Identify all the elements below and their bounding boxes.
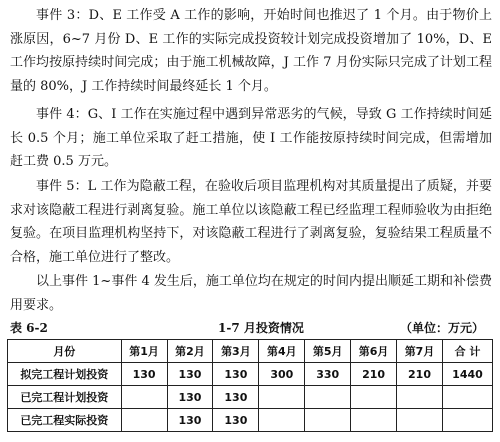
table-cell: 130	[121, 363, 167, 386]
paragraph-event-5: 事件 5：L 工作为隐蔽工程，在验收后项目监理机构对其质量提出了质疑，并要求对该隐蔽工程进行剥离复验。施工单位以该隐蔽工程已经监理工程师验收为由拒绝复验。在项目监理机构坚持下，对该隐蔽工程进行了剥离复验，复验结果工程质量不合格，施工单位进行了整改。	[10, 179, 492, 265]
table-caption	[6, 319, 494, 337]
table-cell: 130	[213, 363, 259, 386]
header-cell: 第1月	[121, 340, 167, 363]
header-cell: 第3月	[213, 340, 259, 363]
table-row	[8, 386, 493, 409]
table-cell: 1440	[442, 363, 492, 386]
header-cell: 第4月	[259, 340, 305, 363]
table-cell	[351, 386, 397, 409]
table-number: 表 6-2	[10, 321, 48, 335]
table-cell: 210	[351, 363, 397, 386]
table-cell	[351, 409, 397, 432]
table-cell: 拟完工程计划投资	[8, 363, 122, 386]
table-row	[8, 409, 493, 432]
table-row	[8, 363, 493, 386]
paragraph-event-3: 事件 3：D、E 工作受 A 工作的影响，开始时间也推迟了 1 个月。由于物价上涨原因，6~7 月份 D、E 工作的实际完成投资较计划完成投资增加了 10%，D、E 工作均按原持续时间完成；由于施工机械故障，J 工作 7 月份实际只完成了计划工程量的 80%，J 工作持续时间最终延长 1 个月。	[10, 8, 492, 94]
table-cell: 130	[213, 409, 259, 432]
header-cell: 第2月	[167, 340, 213, 363]
investment-table	[7, 339, 493, 432]
table-cell	[305, 386, 351, 409]
table-cell: 210	[397, 363, 443, 386]
paragraph-summary: 以上事件 1~事件 4 发生后，施工单位均在规定的时间内提出顺延工期和补偿费用要求。	[10, 274, 492, 313]
header-cell: 合 计	[442, 340, 492, 363]
table-cell	[121, 409, 167, 432]
table-cell: 130	[167, 386, 213, 409]
table-cell: 130	[167, 409, 213, 432]
table-cell: 130	[167, 363, 213, 386]
table-unit: （单位：万元）	[399, 321, 484, 335]
table-cell	[397, 386, 443, 409]
header-cell: 第5月	[305, 340, 351, 363]
table-cell: 已完工程计划投资	[8, 386, 122, 409]
table-cell: 300	[259, 363, 305, 386]
header-cell: 第6月	[351, 340, 397, 363]
table-header-row	[8, 340, 493, 363]
table-cell	[442, 386, 492, 409]
table-cell: 130	[213, 386, 259, 409]
table-cell	[442, 409, 492, 432]
table-cell	[305, 409, 351, 432]
header-cell: 月份	[8, 340, 122, 363]
table-cell	[259, 386, 305, 409]
table-cell	[121, 386, 167, 409]
table-title: 1-7 月投资情况	[218, 321, 304, 335]
table-cell: 已完工程实际投资	[8, 409, 122, 432]
paragraph-event-4: 事件 4：G、I 工作在实施过程中遇到异常恶劣的气候，导致 G 工作持续时间延长 0.5 个月；施工单位采取了赶工措施，使 I 工作能按原持续时间完成，但需增加赶工费 0.5 万元。	[10, 107, 492, 170]
table-cell: 330	[305, 363, 351, 386]
table-cell	[259, 409, 305, 432]
header-cell: 第7月	[397, 340, 443, 363]
table-cell	[397, 409, 443, 432]
